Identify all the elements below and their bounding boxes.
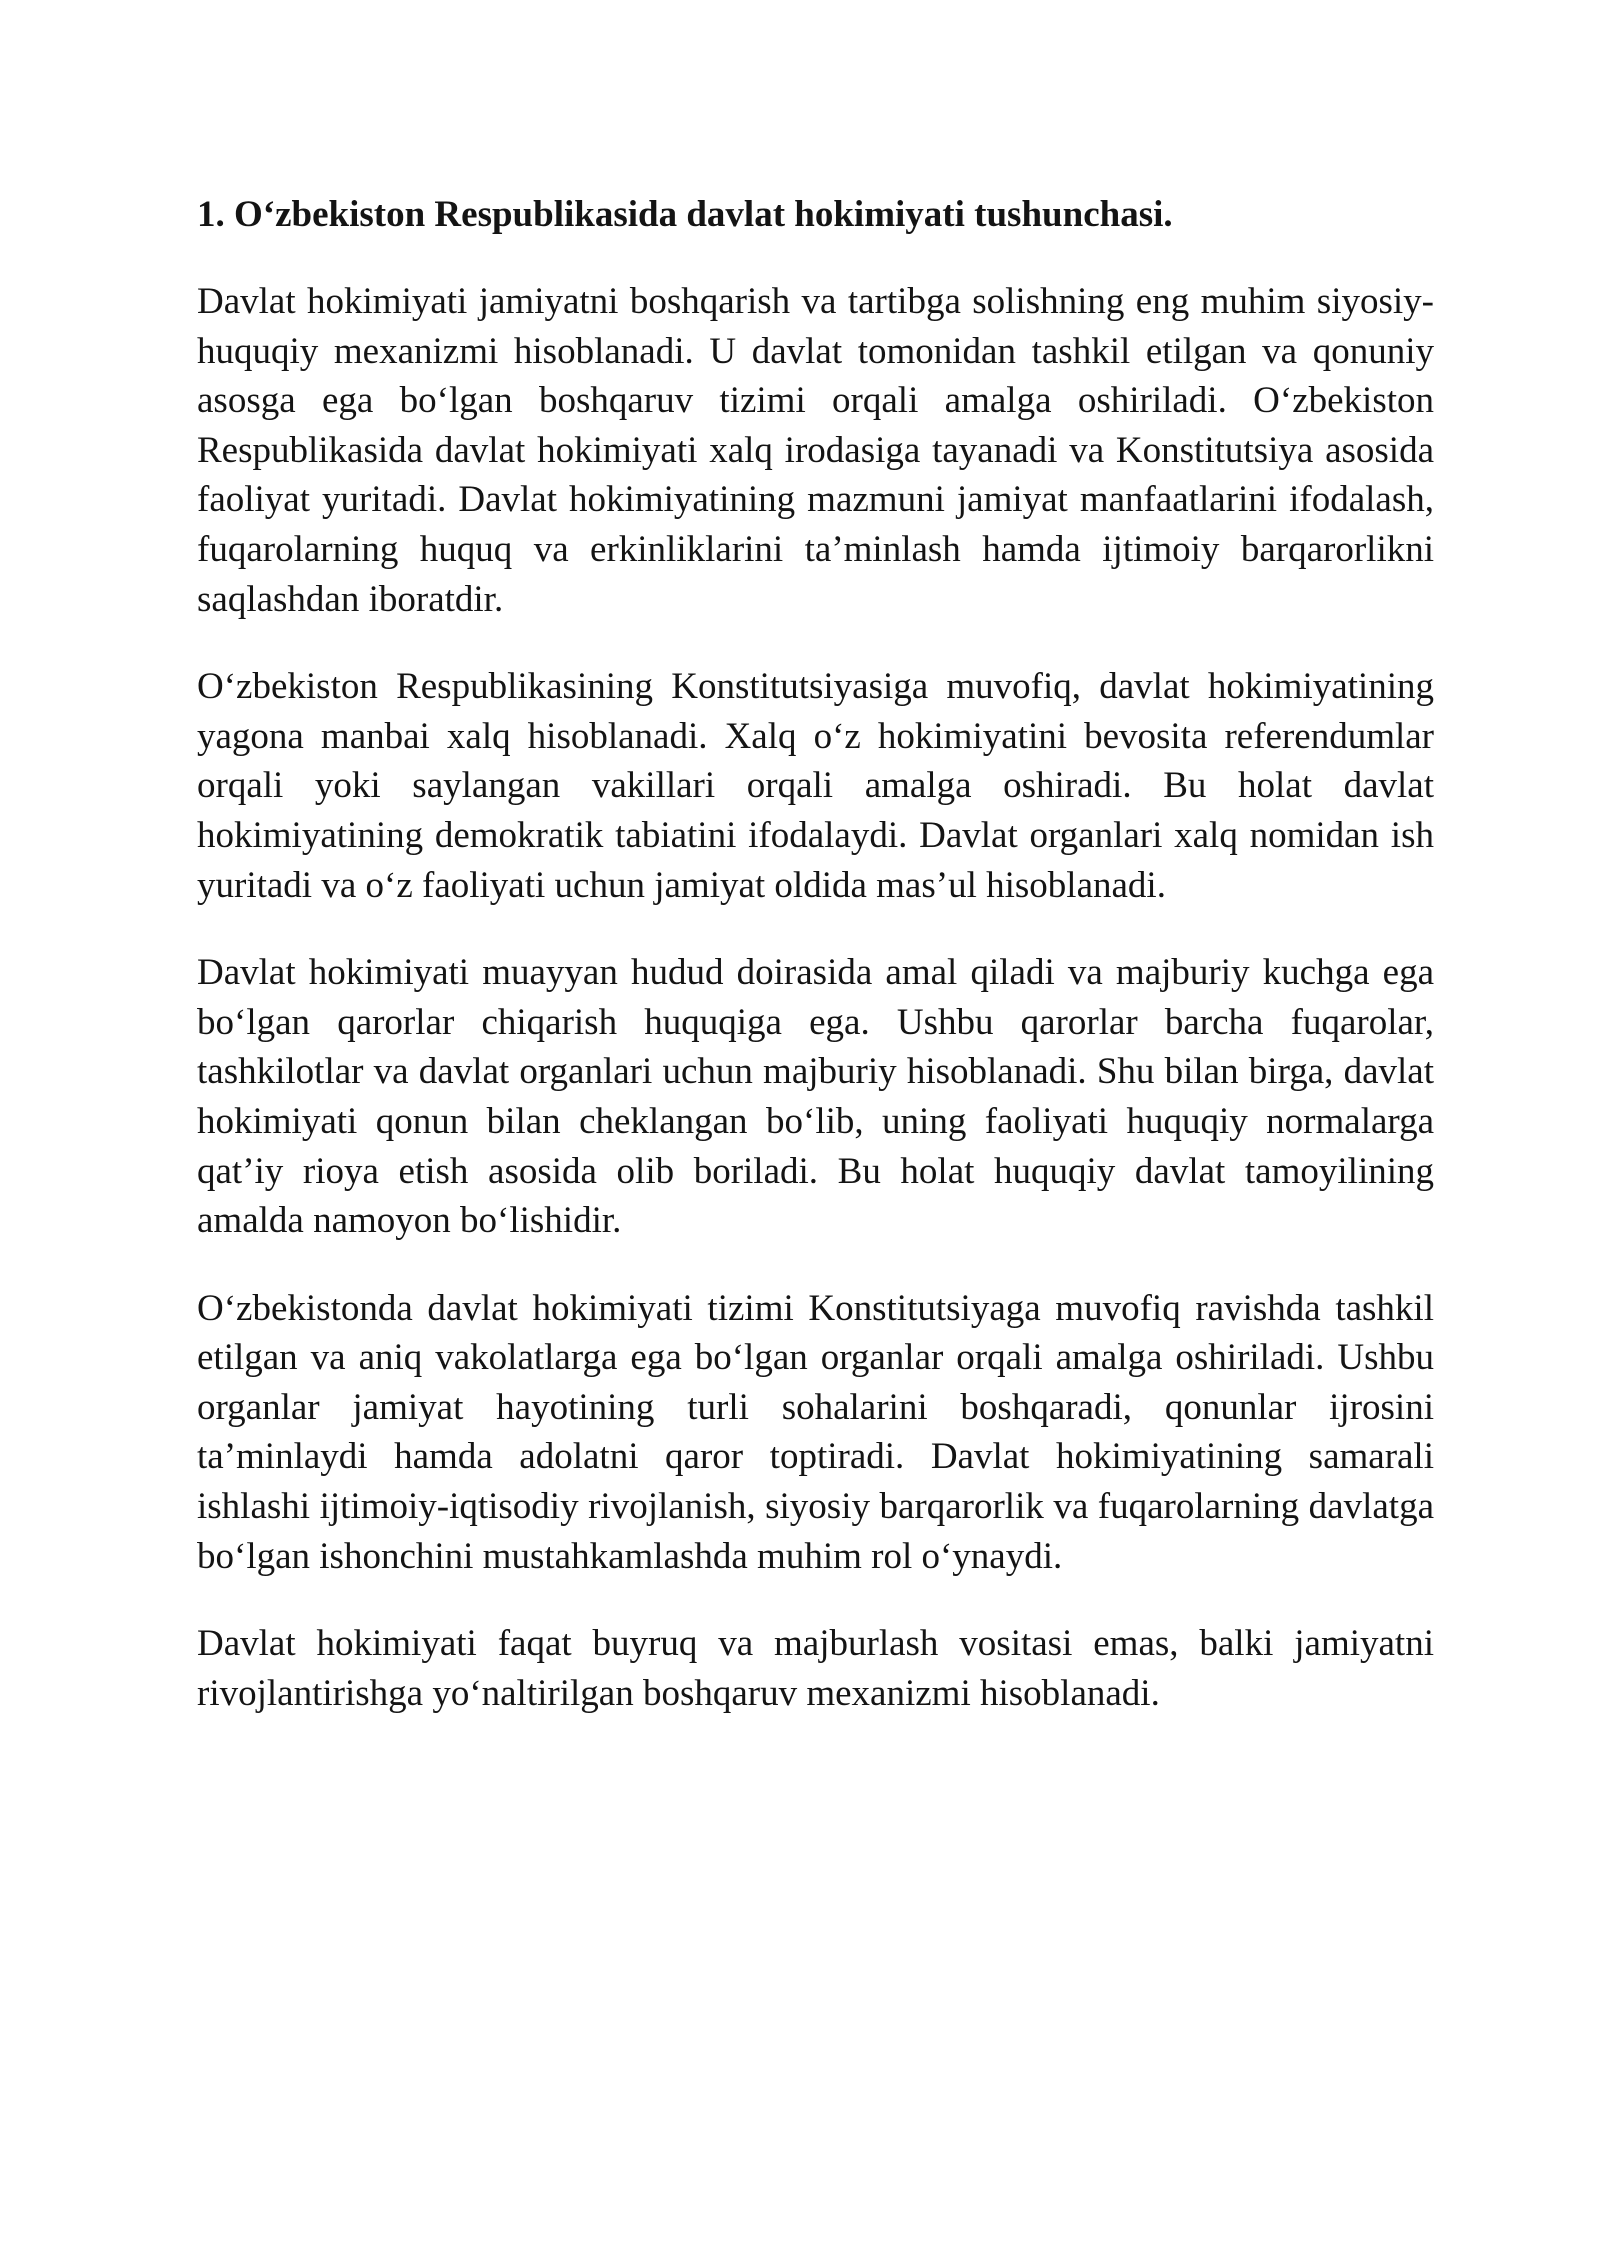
paragraph-3: Davlat hokimiyati muayyan hudud doirasida amal qiladi va majburiy kuchga ega bo‘lgan qarorlar chiqarish huquqiga ega. Ushbu qarorlar barcha fuqarolar, tashkilotlar va davlat organlari uchun majburiy hisoblanadi. Shu bilan birga, davlat hokimiyati qonun bilan cheklangan bo‘lib, uning faoliyati huquqiy normalarga qat’iy rioya etish asosida olib boriladi. Bu holat huquqiy davlat tamoyilining amalda namoyon bo‘lishidir.	[197, 952, 1434, 1242]
paragraph-4: O‘zbekistonda davlat hokimiyati tizimi Konstitutsiyaga muvofiq ravishda tashkil etilgan va aniq vakolatlarga ega bo‘lgan organlar orqali amalga oshiriladi. Ushbu organlar jamiyat hayotining turli sohalarini boshqaradi, qonunlar ijrosini ta’minlaydi hamda adolatni qaror toptiradi. Davlat hokimiyatining samarali ishlashi ijtimoiy-iqtisodiy rivojlanish, siyosiy barqarorlik va fuqarolarning davlatga bo‘lgan ishonchini mustahkamlashda muhim rol o‘ynaydi.	[197, 1287, 1434, 1577]
document-page	[197, 190, 1434, 1756]
section-heading: 1. O‘zbekiston Respublikasida davlat hokimiyati tushunchasi.	[197, 194, 1173, 235]
paragraph-1: Davlat hokimiyati jamiyatni boshqarish va tartibga solishning eng muhim siyosiy-huquqiy mexanizmi hisoblanadi. U davlat tomonidan tashkil etilgan va qonuniy asosga ega bo‘lgan boshqaruv tizimi orqali amalga oshiriladi. O‘zbekiston Respublikasida davlat hokimiyati xalq irodasiga tayanadi va Konstitutsiya asosida faoliyat yuritadi. Davlat hokimiyatining mazmuni jamiyat manfaatlarini ifodalash, fuqarolarning huquq va erkinliklarini ta’minlash hamda ijtimoiy barqarorlikni saqlashdan iboratdir.	[197, 281, 1434, 620]
paragraph-2: O‘zbekiston Respublikasining Konstitutsiyasiga muvofiq, davlat hokimiyatining yagona manbai xalq hisoblanadi. Xalq o‘z hokimiyatini bevosita referendumlar orqali yoki saylangan vakillari orqali amalga oshiradi. Bu holat davlat hokimiyatining demokratik tabiatini ifodalaydi. Davlat organlari xalq nomidan ish yuritadi va o‘z faoliyati uchun jamiyat oldida mas’ul hisoblanadi.	[197, 666, 1434, 906]
paragraph-5: Davlat hokimiyati faqat buyruq va majburlash vositasi emas, balki jamiyatni rivojlantirishga yo‘naltirilgan boshqaruv mexanizmi hisoblanadi.	[197, 1623, 1434, 1714]
